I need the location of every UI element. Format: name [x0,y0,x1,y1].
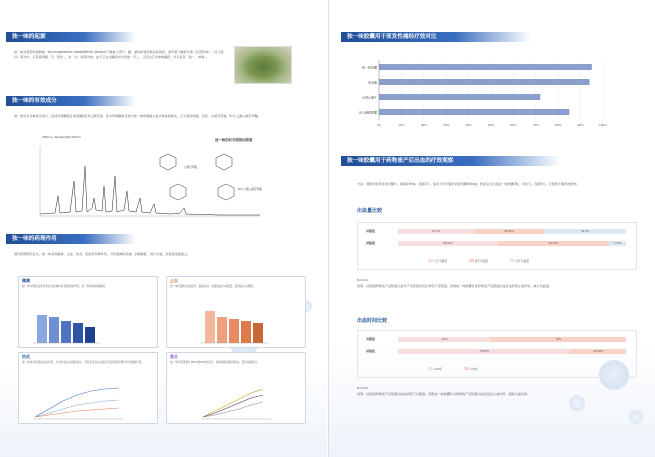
card-healing-chart [167,383,307,423]
card-healing [166,352,306,424]
bar-segment: 7.70% [609,241,627,246]
compound2-label: 8-O-乙酰山栀苷甲酯 [238,188,262,191]
legend-swatch [469,259,474,262]
legend-swatch [428,367,433,370]
compound1-label: 山栀苷甲酯 [184,166,197,169]
right-page [328,0,655,457]
category-label: 独一味胶囊 [361,65,377,70]
legend [428,259,551,263]
bar-segment: 35.9% [544,229,626,234]
section-title-pharmacology: 独一味的药理作用 [6,234,136,244]
category-label: 试验组 [366,241,376,245]
blood-result: 结果：试验组药物流产后阴道出血多于月经量的发生率低于对照组。表明独一味胶囊针对药物流产后阴道出血有良好的止血作用，减少出血量。 [357,284,552,288]
origin-text: 独一味为唇形科植物独一味Lamiophlomis rotata(Benth.)Kudo的干燥地上部分。藏、蒙钠药等民族民间用药，最早载于藏医名著《四部医典》、《月王药诊》等书中，记有固骨髓、引「黄水」，治「龙」病等功效。由于它在众藏药中仍然独一无二，又因为它为单味藏药，所以有其「独一、单味」。 [14,50,224,59]
dysmenorrhea-chart [343,56,613,140]
x-tick-label: 100% [599,123,607,127]
legend-item [428,368,442,371]
card-hemostatic-title: 止血 [170,278,178,283]
x-tick-label: 40% [465,123,472,127]
section-title-abortion: 独一味胶囊用于药物流产后出血的疗效观察 [341,156,561,166]
blood-volume-title: 出血量比较 [357,208,383,214]
category-label: 元胡止痛片 [361,95,377,100]
card-healing-text: 独一味可显著提升VEGF和EGF的表达，加速创面血管的形成，促进创面愈合。 [170,361,260,364]
blood-volume-chart [357,222,637,270]
card-hemostatic [166,276,306,348]
x-tick-label: 60% [510,123,517,127]
components-text: 独一味含有多种化学成分，包括环烯醚萜苷类/黄酮类/苯乙醇苷类。其中环烯醚萜苷类与独一味的镇痛止血功效直接相关，且专属性较强，包括：山栀苷甲酯，8-O-乙酰山栀苷甲酯。 [14,114,262,118]
card-anti-inflammatory-title: 抗炎 [22,354,30,359]
hplc-trace [20,136,290,224]
hplc-chart [20,136,290,224]
legend-swatch [464,367,469,370]
card-healing-title: 愈合 [170,354,178,359]
category-label: 消炎痛 [367,80,377,85]
x-tick-label: 10% [398,123,405,127]
x-tick-label: 90% [577,123,584,127]
category-label: 试验组 [366,349,376,353]
time-p-value: P<0.01 [357,386,369,390]
card-analgesic-text: 独一味对慢性炎性和急性炎性痛均有显著抑制作用，是一种有效的镇痛药。 [22,285,108,288]
card-analgesic [18,276,158,348]
bar [379,109,569,115]
legend-label: ≤10天 [434,367,443,371]
x-tick-label: 50% [487,123,495,127]
bar-segment: 48.70% [498,241,609,246]
left-page [0,0,327,457]
legend-label: 多于月经量 [515,259,529,263]
card-analgesic-chart [19,307,159,347]
legend [428,367,500,371]
bar-segment: 59% [491,337,626,342]
bleeding-time-title: 出血时间比较 [357,318,388,324]
dysmenorrhea-bars [343,56,613,140]
structure-title: 独一味药材对照指纹图谱 [215,138,253,142]
legend-item [469,260,488,263]
bar-segment: 24.40% [570,349,626,354]
bar [379,64,592,70]
section-title-components: 独一味的有效成分 [6,96,136,106]
legend-label: >10天 [470,367,479,371]
card-hemostatic-chart [167,307,307,347]
x-tick-label: 30% [443,123,450,127]
time-result: 结果：试验组药物流产后阴道出血时间短于对照组。表明独一味胶囊针对药物流产后阴道出血有良好止血作用，缩短出血时间。 [357,392,531,396]
bar-segment: 75.60% [398,349,570,354]
x-tick-label: 20% [420,123,427,127]
decor-bubble [569,395,585,411]
x-tick-label: 80% [555,123,562,127]
category-label: 对照组 [366,337,376,341]
card-anti-inflammatory [18,352,158,424]
bar-segment: 43.80% [398,241,498,246]
legend-swatch [428,259,433,262]
method-text: 方法：两组均使用米非司酮片，顿服25mg，连服3天。第四天早空腹米索前列醇600ug，药流后当日起独一味胶囊3粒，3次/天，连服5天。对照组不服用此药物。 [357,182,580,186]
legend-swatch [510,259,515,262]
card-hemostatic-text: 独一味可缩短出血时间、凝血时间；能提高血小板数量，促进血小板聚集。 [170,285,256,288]
bar-segment: 41% [398,337,491,342]
hplc-title: VWD1 A, Wavelength=235nm [42,136,81,139]
decor-bubble [629,410,643,424]
legend-item [428,260,447,263]
category-label: 田七痛经胶囊 [358,110,377,115]
legend-item [510,260,529,263]
plant-photo [234,46,292,84]
bar [379,79,590,85]
bleeding-time-chart [357,330,637,378]
section-title-dysmenorrhea: 独一味胶囊用于原发性痛经疗效对比 [341,32,531,42]
section-title-origin: 独一味的起源 [6,32,136,42]
card-anti-inflammatory-chart [19,383,159,423]
x-tick-label: 0% [376,123,382,127]
bar [379,94,540,100]
legend-item [464,368,478,371]
blood-p-value: P<0.01 [357,278,369,282]
legend-label: 等于月经量 [474,259,488,263]
category-label: 对照组 [366,229,376,233]
card-anti-inflammatory-text: 独一味具有明显的抗炎作用，对急性炎症出现的渗出、水肿及亚急性炎症所引起的组织增生均有抑制作用。 [22,361,144,364]
card-analgesic-title: 镇痛 [22,278,30,283]
legend-label: 少于月经量 [434,259,447,263]
x-tick-label: 70% [532,123,539,127]
bar-segment: 30.80% [474,229,544,234]
pharmacology-text: 现代药理研究证实，独一味具有镇痛、止血、抗炎、免疫等多种作用，可有效减轻疼痛、消除肿胀、减少出血，并促进创面愈合。 [14,252,191,256]
bar-segment: 33.3% [398,229,474,234]
